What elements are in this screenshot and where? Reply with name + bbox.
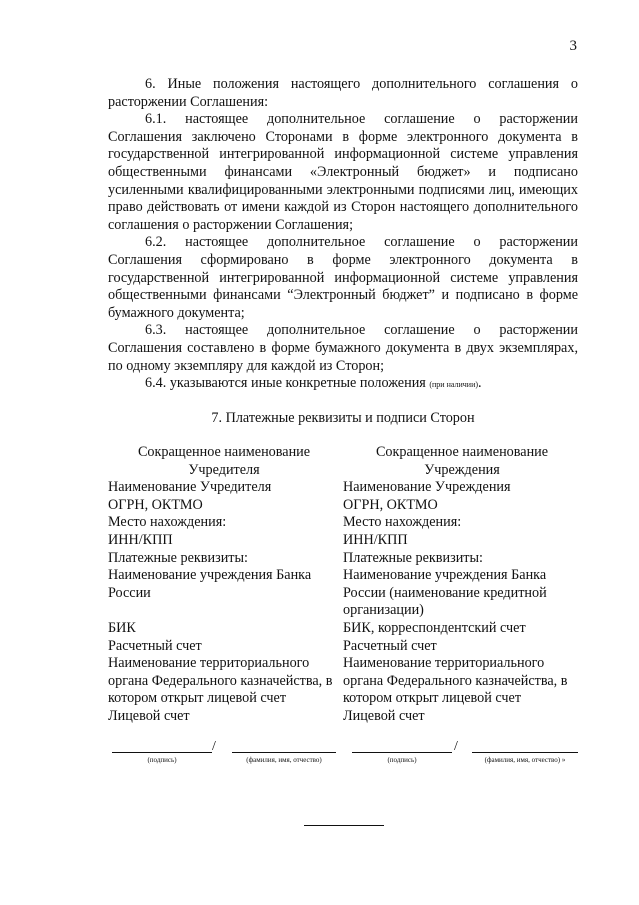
founder-short-name: Сокращенное наименование Учредителя [137,444,311,478]
signature-line [112,751,212,753]
institution-requisites [343,444,581,726]
name-label: (фамилия, имя, отчество) [246,756,322,764]
institution-bik: БИК, корреспондентский счет [343,619,526,636]
founder-requisites [108,444,340,726]
paragraph-6-4-end: . [478,375,482,392]
founder-treasury: Наименование территориального органа Федерального казначейства, в котором открыт лицевой счет [108,655,333,707]
separator-slash: / [454,739,458,754]
end-divider [304,825,384,826]
institution-personal-account: Лицевой счет [343,707,425,724]
signature-label: (подпись) [147,756,177,764]
founder-name-field[interactable] [232,751,336,764]
founder-bik: БИК [108,619,136,636]
founder-inn: ИНН/КПП [108,531,173,548]
paragraph-6-2: 6.2. настоящее дополнительное соглашение о расторжении Соглашения сформировано в форме электронного документа в государственной интегрированной информационной системе управления общественными финансами “Электронный бюджет” и подписано в форме бумажного документа; [108,234,578,321]
institution-name: Наименование Учреждения [343,479,511,496]
section-6 [108,76,578,394]
name-label: (фамилия, имя, отчество) » [484,756,566,764]
founder-personal-account: Лицевой счет [108,707,190,724]
paragraph-6-4 [108,375,578,394]
institution-name-field[interactable] [472,751,578,764]
institution-short-name: Сокращенное наименование Учреждения [375,444,549,478]
paragraph-6: 6. Иные положения настоящего дополнительного соглашения о расторжении Соглашения: [108,76,578,110]
section-7-title: 7. Платежные реквизиты и подписи Сторон [211,410,475,426]
institution-signature-field[interactable] [352,751,452,764]
paragraph-6-1: 6.1. настоящее дополнительное соглашение о расторжении Соглашения заключено Сторонами в форме электронного документа в государственной интегрированной информационной системе управления общественными финансами «Электронный бюджет» и подписано усиленными квалифицированными электронными подписями лиц, имеющих право действовать от имени каждой из Сторон настоящего дополнительного соглашения о расторжении Соглашения; [108,111,578,233]
institution-bank: Наименование учреждения Банка России (наименование кредитной организации) [343,567,547,619]
founder-bank: Наименование учреждения Банка России [108,567,312,601]
signature-label: (подпись) [387,756,417,764]
name-line [472,751,578,753]
founder-ogrn: ОГРН, ОКТМО [108,496,203,513]
paragraph-6-4-note: (при наличии) [429,380,479,390]
institution-payment-details: Платежные реквизиты: [343,549,483,566]
institution-inn: ИНН/КПП [343,531,408,548]
paragraph-6-4-text: 6.4. указываются иные конкретные положения [145,375,426,392]
signature-line [352,751,452,753]
page-number: 3 [569,38,577,54]
founder-account: Расчетный счет [108,637,202,654]
separator-slash: / [212,739,216,754]
founder-location: Место нахождения: [108,514,227,531]
founder-signature-field[interactable] [112,751,212,764]
name-line [232,751,336,753]
founder-name: Наименование Учредителя [108,479,272,496]
institution-location: Место нахождения: [343,514,462,531]
institution-ogrn: ОГРН, ОКТМО [343,496,438,513]
paragraph-6-3: 6.3. настоящее дополнительное соглашение о расторжении Соглашения составлено в форме бумажного документа в двух экземплярах, по одному экземпляру для каждой из Сторон; [108,322,578,374]
institution-account: Расчетный счет [343,637,437,654]
institution-treasury: Наименование территориального органа Федерального казначейства, в котором открыт лицевой счет [343,655,568,707]
spacer [108,602,340,620]
founder-payment-details: Платежные реквизиты: [108,549,248,566]
